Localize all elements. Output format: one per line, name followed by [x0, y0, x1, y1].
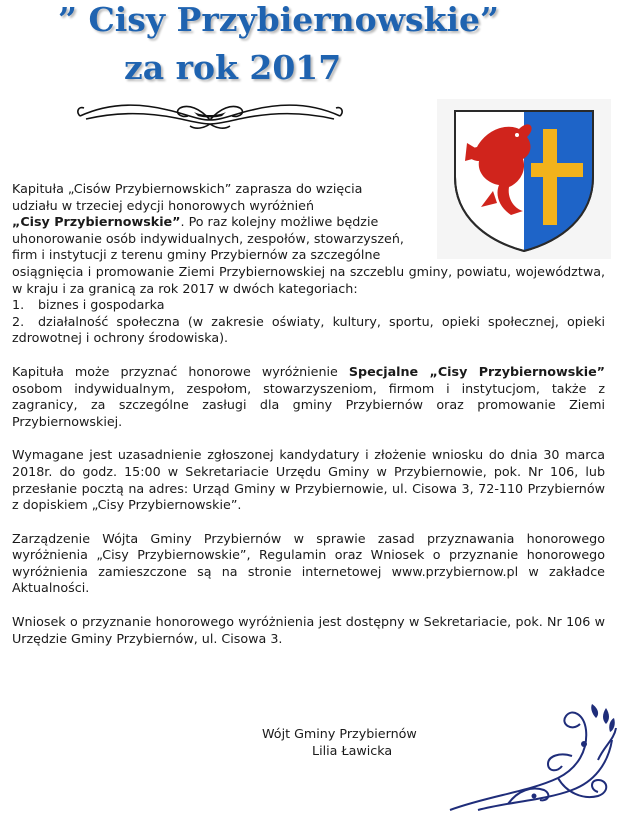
signature-block — [262, 726, 417, 759]
list-item-number: 2. — [12, 313, 25, 329]
paragraph-invitation — [12, 181, 605, 347]
paragraph-regulations: Zarządzenie Wójta Gminy Przybiernów w sprawie zasad przyznawania honorowego wyróżnienia „Cisy Przybiernowskie”, Regulamin oraz Wniosek o przyznanie honorowego wyróżnienia zamieszczone są na stronie internetowej www.przybiernow.pl w zakładce Aktualności. — [12, 530, 605, 596]
special-award-before: Kapituła może przyznać honorowe wyróżnienie — [12, 363, 349, 379]
paragraph-availability: Wniosek o przyznanie honorowego wyróżnienia jest dostępny w Sekretariacie, pok. Nr 106 w Urzędzie Gminy Przybiernów, ul. Cisowa 3. — [12, 614, 605, 646]
invitation-line-4: uhonorowanie osób indywidualnych, zespołów, stowarzyszeń, — [12, 230, 404, 246]
special-award-name: Specjalne „Cisy Przybiernowskie” — [348, 363, 606, 379]
invitation-line-1: Kapituła „Cisów Przybiernowskich” zaprasza do wzięcia — [12, 181, 363, 196]
invitation-wrapped-text — [12, 181, 425, 264]
category-list — [12, 297, 605, 347]
announcement-body — [12, 181, 605, 664]
invitation-line-3: . Po raz kolejny możliwe będzie — [180, 214, 379, 230]
award-name: „Cisy Przybiernowskie” — [12, 214, 181, 230]
invitation-line-5: firm i instytucji z terenu gminy Przybiernów za szczególne — [12, 247, 381, 263]
list-item-number: 1. — [12, 297, 25, 313]
signature-role: Wójt Gminy Przybiernów — [262, 726, 417, 741]
list-item-text: biznes i gospodarka — [38, 297, 165, 313]
title-line-1: ” Cisy Przybiernowskie” — [58, 0, 499, 39]
list-item — [12, 297, 605, 314]
invitation-line-2: udziału w trzeciej edycji honorowych wyróżnień — [12, 197, 314, 213]
invitation-rest: osiągnięcia i promowanie Ziemi Przybiernowskiej na szczeblu gminy, powiatu, województwa, w kraju i za granicą za rok 2017 w dwóch kategoriach: — [12, 263, 605, 296]
special-award-after: osobom indywidualnym, zespołom, stowarzyszeniom, firmom i instytucjom, także z zagranicy, za szczególne zasługi dla gminy Przybiernów oraz promowanie Ziemi Przybiernowskiej. — [12, 380, 605, 429]
corner-flourish-icon — [448, 700, 618, 812]
list-item — [12, 314, 605, 347]
paragraph-special-award — [12, 364, 605, 430]
title-line-2: za rok 2017 — [124, 48, 342, 87]
list-item-text: działalność społeczna (w zakresie oświaty, kultury, sportu, opieki społecznej, opieki zdrowotnej i ochrony środowiska). — [12, 313, 605, 346]
scroll-divider-icon — [76, 86, 344, 132]
signature-name: Lilia Ławicka — [312, 742, 393, 758]
paragraph-deadline: Wymagane jest uzasadnienie zgłoszonej kandydatury i złożenie wniosku do dnia 30 marca 2018r. do godz. 15:00 w Sekretariacie Urzędu Gminy w Przybiernowie, pok. Nr 106, lub przesłanie pocztą na adres: Urząd Gminy w Przybiernowie, ul. Cisowa 3, 72-110 Przybiernów z dopiskiem „Cisy Przybiernowskie”. — [12, 447, 605, 513]
